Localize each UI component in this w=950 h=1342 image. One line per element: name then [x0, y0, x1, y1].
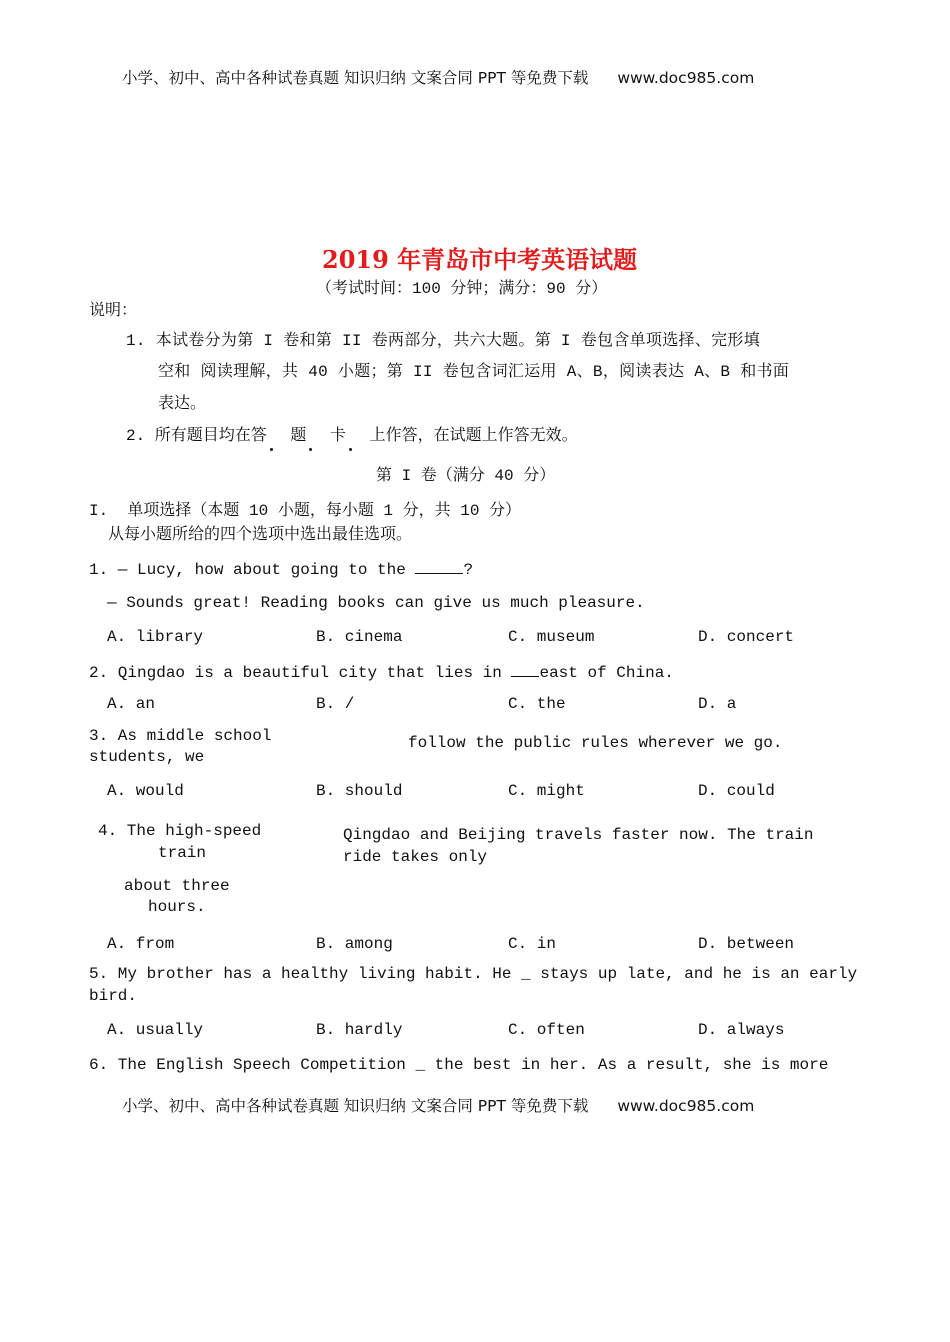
question-5-line-2: bird. [89, 987, 138, 1005]
option-b[interactable]: B. cinema [316, 628, 403, 646]
question-3-right: follow the public rules wherever we go. [408, 734, 783, 752]
note-2 [126, 426, 578, 446]
note-1-line-1: 1. 本试卷分为第 I 卷和第 II 卷两部分，共六大题。第 I 卷包含单项选择、完形填 [126, 332, 761, 350]
page-title: 2019 年青岛市中考英语试题 [322, 245, 638, 274]
option-a[interactable]: A. usually [107, 1021, 204, 1039]
header-url[interactable]: www.doc985.com [617, 69, 755, 87]
question-1-stem: 1. — Lucy, how about going to the [89, 561, 406, 579]
question-2 [89, 662, 674, 683]
answer-blank [511, 662, 539, 677]
question-4-left-2: train [158, 844, 207, 862]
question-2-end: east of China. [539, 664, 674, 682]
question-4-right-1: Qingdao and Beijing travels faster now. The train [343, 826, 814, 844]
question-4-left-3: about three [124, 877, 230, 895]
header-text: 小学、初中、高中各种试卷真题 知识归纳 文案合同 PPT 等免费下载 [122, 69, 589, 87]
note-2-word-2: 卡 [330, 427, 347, 445]
note-1-line-2: 空和 阅读理解，共 40 小题；第 II 卷包含词汇运用 A、B，阅读表达 A、B 和书面 [158, 363, 790, 381]
question-4-right-2: ride takes only [343, 848, 488, 866]
question-1 [89, 559, 473, 580]
option-c[interactable]: C. the [508, 695, 566, 713]
option-b[interactable]: B. / [316, 695, 355, 713]
note-2-word-1: 题 [290, 427, 307, 445]
question-6-line-1: 6. The English Speech Competition _ the best in her. As a result, she is more [89, 1056, 829, 1074]
option-b[interactable]: B. hardly [316, 1021, 403, 1039]
note-2-pre: 2. 所有题目均在答 [126, 427, 267, 445]
footer-url[interactable]: www.doc985.com [617, 1097, 755, 1115]
option-d[interactable]: D. between [698, 935, 795, 953]
option-d[interactable]: D. a [698, 695, 737, 713]
option-b[interactable]: B. among [316, 935, 393, 953]
option-c[interactable]: C. might [508, 782, 585, 800]
option-d[interactable]: D. could [698, 782, 775, 800]
option-a[interactable]: A. would [107, 782, 184, 800]
section-instruction: 从每小题所给的四个选项中选出最佳选项。 [108, 526, 413, 544]
answer-blank [415, 559, 463, 574]
note-1-line-3: 表达。 [158, 395, 207, 413]
option-b[interactable]: B. should [316, 782, 403, 800]
footer-text: 小学、初中、高中各种试卷真题 知识归纳 文案合同 PPT 等免费下载 [122, 1097, 589, 1115]
note-2-post: 上作答，在试题上作答无效。 [369, 427, 578, 445]
exam-info: （考试时间：100 分钟；满分：90 分） [316, 280, 608, 298]
question-3-left-1: 3. As middle school [89, 727, 272, 745]
option-a[interactable]: A. an [107, 695, 156, 713]
question-4-left-1: 4. The high-speed [98, 822, 262, 840]
part-heading: 第 I 卷（满分 40 分） [376, 467, 556, 485]
option-d[interactable]: D. concert [698, 628, 795, 646]
question-5-line-1: 5. My brother has a healthy living habit. He _ stays up late, and he is an early [89, 965, 858, 983]
option-a[interactable]: A. library [107, 628, 204, 646]
section-heading: I. 单项选择（本题 10 小题，每小题 1 分，共 10 分） [89, 502, 522, 520]
question-1-end: ? [463, 561, 474, 579]
page-footer [122, 1096, 754, 1116]
option-a[interactable]: A. from [107, 935, 175, 953]
question-2-stem: 2. Qingdao is a beautiful city that lies in [89, 664, 512, 682]
question-1-line-2: — Sounds great! Reading books can give us much pleasure. [107, 594, 645, 612]
option-c[interactable]: C. often [508, 1021, 585, 1039]
option-d[interactable]: D. always [698, 1021, 785, 1039]
page-header [122, 68, 754, 88]
question-3-left-2: students, we [89, 748, 205, 766]
option-c[interactable]: C. museum [508, 628, 595, 646]
notes-heading: 说明： [89, 302, 138, 320]
option-c[interactable]: C. in [508, 935, 557, 953]
question-4-left-4: hours. [148, 898, 206, 916]
